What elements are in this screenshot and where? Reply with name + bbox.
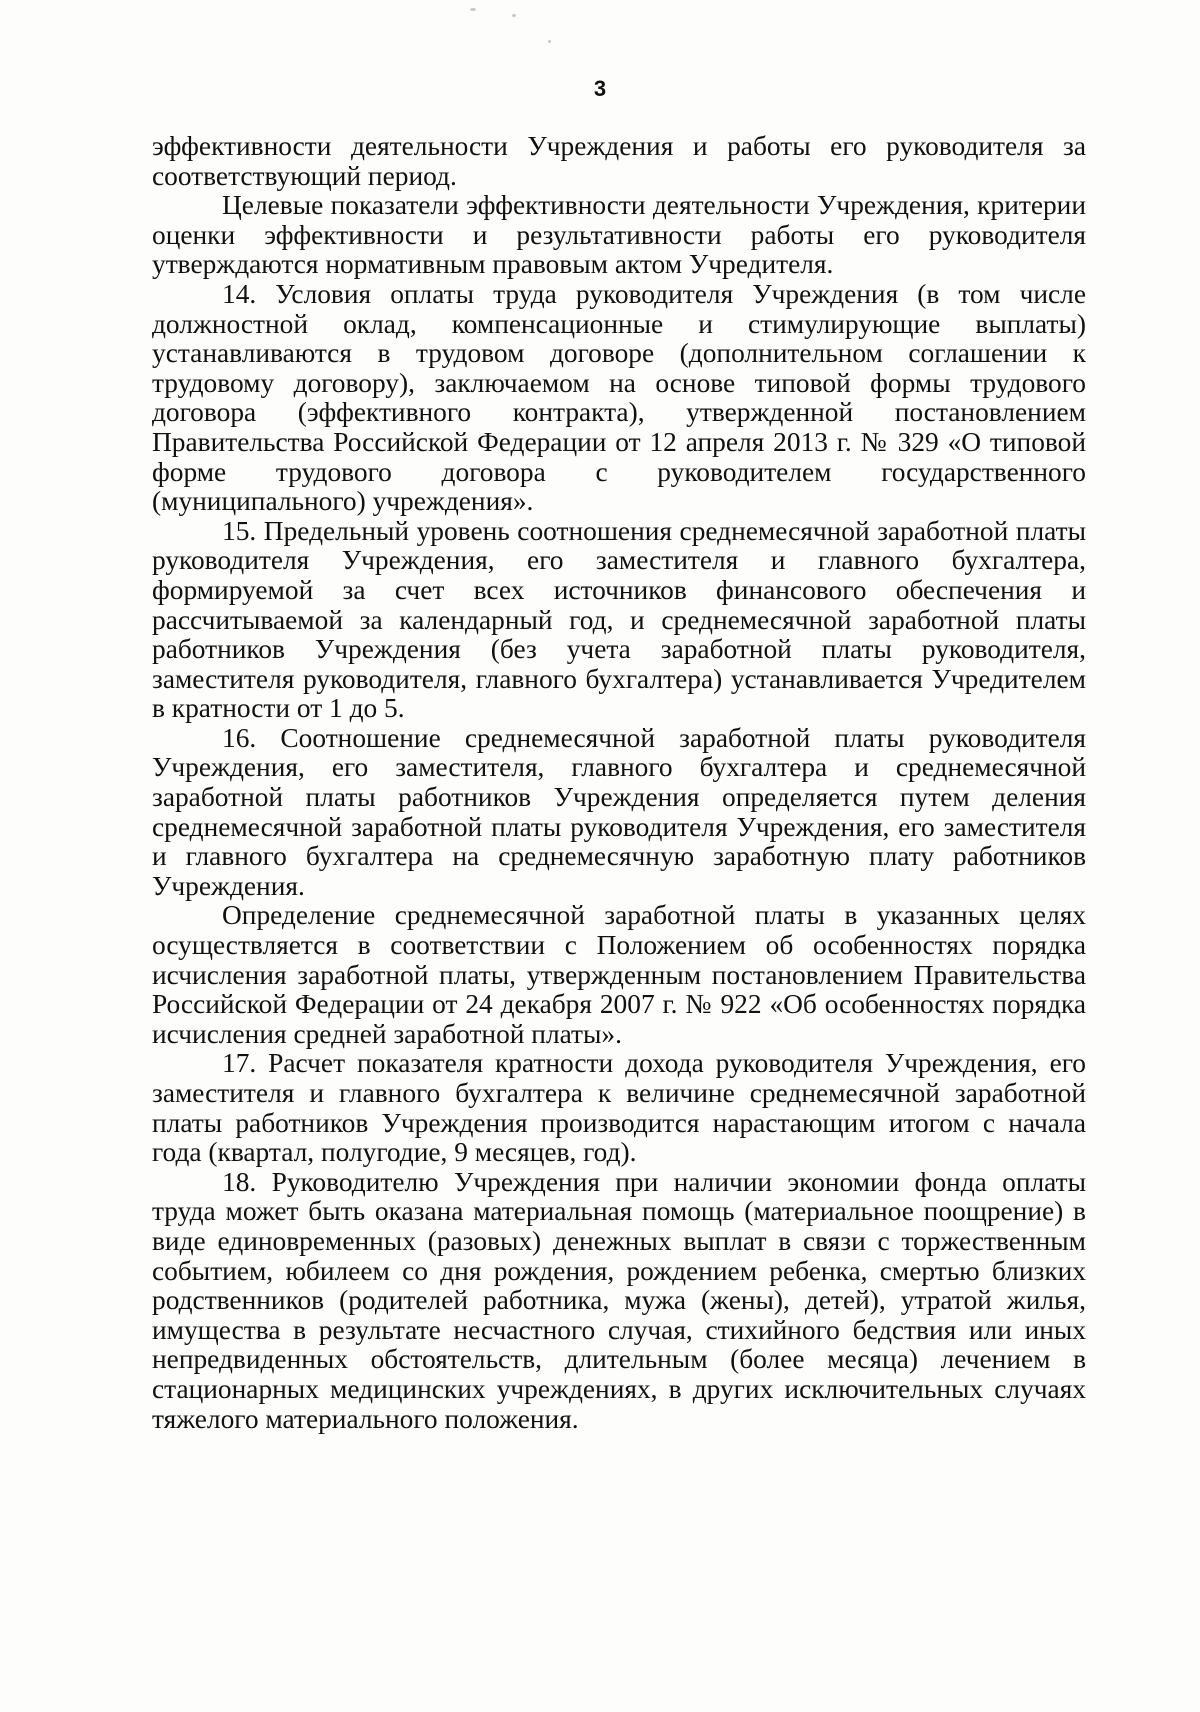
scan-speck bbox=[512, 14, 516, 17]
paragraph: эффективности деятельности Учреждения и работы его руководителя за соответствующий период. bbox=[152, 131, 1086, 191]
paragraph: Определение среднемесячной заработной платы в указанных целях осуществляется в соответствии с Положением об особенностях порядка исчисления заработной платы, утвержденным постановлением Правительства Российской Федерации от 24 декабря 2007 г. № 922 «Об особенностях порядка исчисления средней заработной платы». bbox=[152, 900, 1086, 1049]
paragraph-clause-15: 15. Предельный уровень соотношения среднемесячной заработной платы руководителя Учреждения, его заместителя и главного бухгалтера, формируемой за счет всех источников финансового обеспечения и рассчитываемой за календарный год, и среднемесячной заработной платы работников Учреждения (без учета заработной платы руководителя, заместителя руководителя, главного бухгалтера) устанавливается Учредителем в кратности от 1 до 5. bbox=[152, 515, 1086, 724]
document-body bbox=[152, 132, 1086, 1434]
paragraph: Целевые показатели эффективности деятельности Учреждения, критерии оценки эффективности и результативности работы его руководителя утверждаются нормативным правовым актом Учредителя. bbox=[152, 190, 1086, 280]
paragraph-clause-18: 18. Руководителю Учреждения при наличии экономии фонда оплаты труда может быть оказана материальная помощь (материальное поощрение) в виде единовременных (разовых) денежных выплат в связи с торжественным событием, юбилеем со дня рождения, рождением ребенка, смертью близких родственников (родителей работника, мужа (жены), детей), утратой жилья, имущества в результате несчастного случая, стихийного бедствия или иных непредвиденных обстоятельств, длительным (более месяца) лечением в стационарных медицинских учреждениях, в других исключительных случаях тяжелого материального положения. bbox=[152, 1166, 1086, 1434]
scan-speck bbox=[470, 8, 476, 11]
paragraph-clause-16: 16. Соотношение среднемесячной заработной платы руководителя Учреждения, его заместителя, главного бухгалтера и среднемесячной заработной платы работников Учреждения определяется путем деления среднемесячной заработной платы руководителя Учреждения, его заместителя и главного бухгалтера на среднемесячную заработную плату работников Учреждения. bbox=[152, 722, 1086, 901]
paragraph-clause-17: 17. Расчет показателя кратности дохода руководителя Учреждения, его заместителя и главного бухгалтера к величине среднемесячной заработной платы работников Учреждения производится нарастающим итогом с начала года (квартал, полугодие, 9 месяцев, год). bbox=[152, 1048, 1086, 1168]
page-number: 3 bbox=[593, 76, 607, 101]
scan-speck bbox=[548, 40, 551, 43]
paragraph-clause-14: 14. Условия оплаты труда руководителя Учреждения (в том числе должностной оклад, компенсационные и стимулирующие выплаты) устанавливаются в трудовом договоре (дополнительном соглашении к трудовому договору), заключаемом на основе типовой формы трудового договора (эффективного контракта), утвержденной постановлением Правительства Российской Федерации от 12 апреля 2013 г. № 329 «О типовой форме трудового договора с руководителем государственного (муниципального) учреждения». bbox=[152, 278, 1086, 517]
